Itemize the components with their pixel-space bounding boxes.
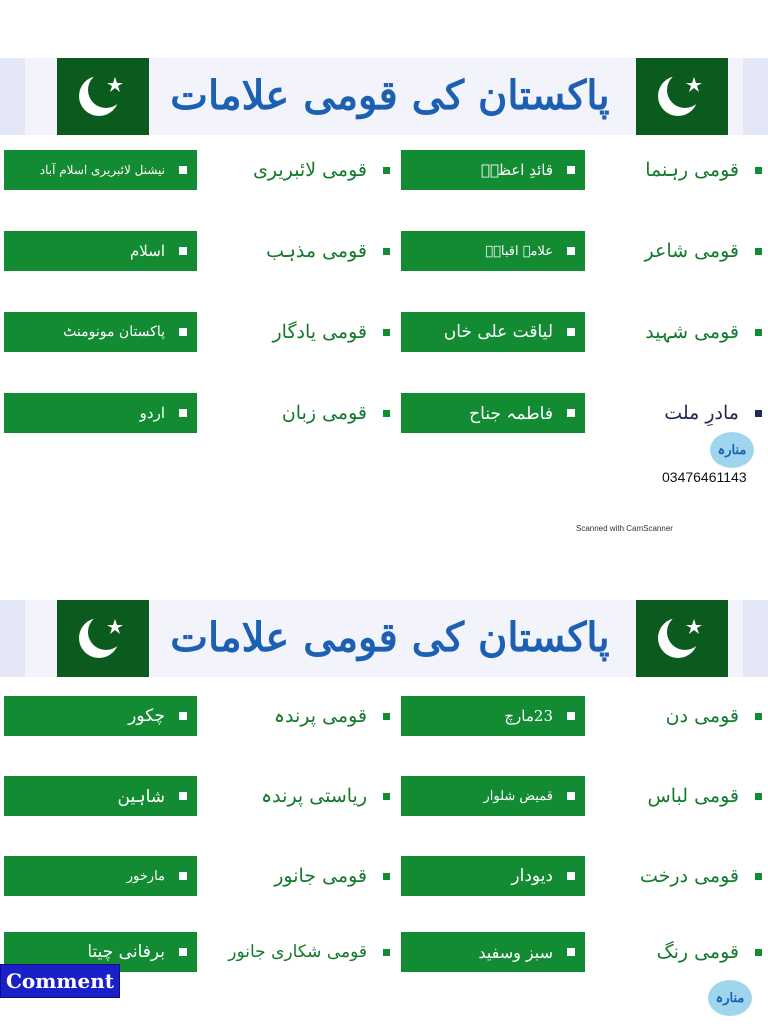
- symbol-label: قومی رہنما: [596, 150, 762, 190]
- page-title: پاکستان کی قومی علامات: [170, 72, 610, 119]
- bullet-icon: [179, 948, 187, 956]
- symbols-panel-1: [0, 58, 768, 468]
- bullet-icon: [755, 873, 762, 880]
- bullet-icon: [383, 873, 390, 880]
- bullet-icon: [567, 328, 575, 336]
- symbol-label: قومی شاعر: [596, 231, 762, 271]
- bullet-icon: [383, 329, 390, 336]
- bullet-icon: [383, 167, 390, 174]
- symbol-value-box: دیودار: [401, 856, 585, 896]
- symbol-label: ریاستی پرندہ: [204, 776, 390, 816]
- symbol-row: [0, 694, 768, 738]
- symbol-row: [0, 148, 768, 192]
- bullet-icon: [755, 949, 762, 956]
- bullet-icon: [567, 948, 575, 956]
- symbol-value-box: 23مارچ: [401, 696, 585, 736]
- symbol-label: قومی لائبریری: [204, 150, 390, 190]
- bullet-icon: [567, 872, 575, 880]
- bullet-icon: [179, 328, 187, 336]
- bullet-icon: [755, 410, 762, 417]
- symbol-value-box: اسلام: [4, 231, 197, 271]
- symbol-value-box: نیشنل لائبریری اسلام آباد: [4, 150, 197, 190]
- symbol-value-box: مارخور: [4, 856, 197, 896]
- bullet-icon: [179, 166, 187, 174]
- pakistan-flag-icon: [57, 58, 149, 135]
- bullet-icon: [179, 712, 187, 720]
- phone-number: 03476461143: [662, 469, 747, 485]
- symbol-row: [0, 310, 768, 354]
- pakistan-flag-icon: [636, 58, 728, 135]
- symbol-label: قومی شہید: [596, 312, 762, 352]
- symbol-label: قومی یادگار: [204, 312, 390, 352]
- symbol-value-box: شاہین: [4, 776, 197, 816]
- bullet-icon: [755, 793, 762, 800]
- bullet-icon: [179, 872, 187, 880]
- symbol-row: [0, 391, 768, 435]
- page-title: پاکستان کی قومی علامات: [170, 614, 610, 661]
- bullet-icon: [567, 409, 575, 417]
- bullet-icon: [383, 949, 390, 956]
- banner: [0, 600, 768, 677]
- bullet-icon: [567, 247, 575, 255]
- bullet-icon: [383, 713, 390, 720]
- symbol-label: قومی رنگ: [596, 932, 762, 972]
- symbol-value-box: برفانی چیتا: [4, 932, 197, 972]
- bullet-icon: [179, 409, 187, 417]
- pakistan-flag-icon: [636, 600, 728, 677]
- symbol-label: قومی زبان: [204, 393, 390, 433]
- symbol-value-box: فاطمہ جناح: [401, 393, 585, 433]
- channel-logo: منارہ: [710, 432, 754, 468]
- symbol-label: قومی جانور: [204, 856, 390, 896]
- symbol-value-box: لیاقت علی خاں: [401, 312, 585, 352]
- symbol-label: قومی مذہب: [204, 231, 390, 271]
- channel-logo: منارہ: [708, 980, 752, 1016]
- symbols-panel-2: [0, 600, 768, 1024]
- bullet-icon: [383, 248, 390, 255]
- bullet-icon: [755, 248, 762, 255]
- symbol-row: [0, 854, 768, 898]
- symbol-value-box: قمیض شلوار: [401, 776, 585, 816]
- symbol-value-box: پاکستان مونومنٹ: [4, 312, 197, 352]
- symbol-label: مادرِ ملت: [596, 393, 762, 433]
- symbol-label: قومی شکاری جانور: [204, 932, 390, 972]
- bullet-icon: [179, 792, 187, 800]
- bullet-icon: [755, 167, 762, 174]
- scanner-watermark: Scanned with CamScanner: [576, 524, 673, 533]
- bullet-icon: [179, 247, 187, 255]
- pakistan-flag-icon: [57, 600, 149, 677]
- symbol-label: قومی دن: [596, 696, 762, 736]
- banner: [0, 58, 768, 135]
- symbol-label: قومی پرندہ: [204, 696, 390, 736]
- symbol-value-box: علامہ اقبالؒ: [401, 231, 585, 271]
- comment-button[interactable]: Comment: [0, 964, 120, 998]
- symbol-row: [0, 774, 768, 818]
- bullet-icon: [383, 793, 390, 800]
- symbol-value-box: سبز وسفید: [401, 932, 585, 972]
- symbol-row: [0, 229, 768, 273]
- bullet-icon: [567, 712, 575, 720]
- symbol-value-box: قائدِ اعظمؒ: [401, 150, 585, 190]
- bullet-icon: [567, 792, 575, 800]
- symbol-value-box: اردو: [4, 393, 197, 433]
- symbol-label: قومی لباس: [596, 776, 762, 816]
- symbol-value-box: چکور: [4, 696, 197, 736]
- bullet-icon: [755, 329, 762, 336]
- bullet-icon: [567, 166, 575, 174]
- symbol-label: قومی درخت: [596, 856, 762, 896]
- bullet-icon: [755, 713, 762, 720]
- bullet-icon: [383, 410, 390, 417]
